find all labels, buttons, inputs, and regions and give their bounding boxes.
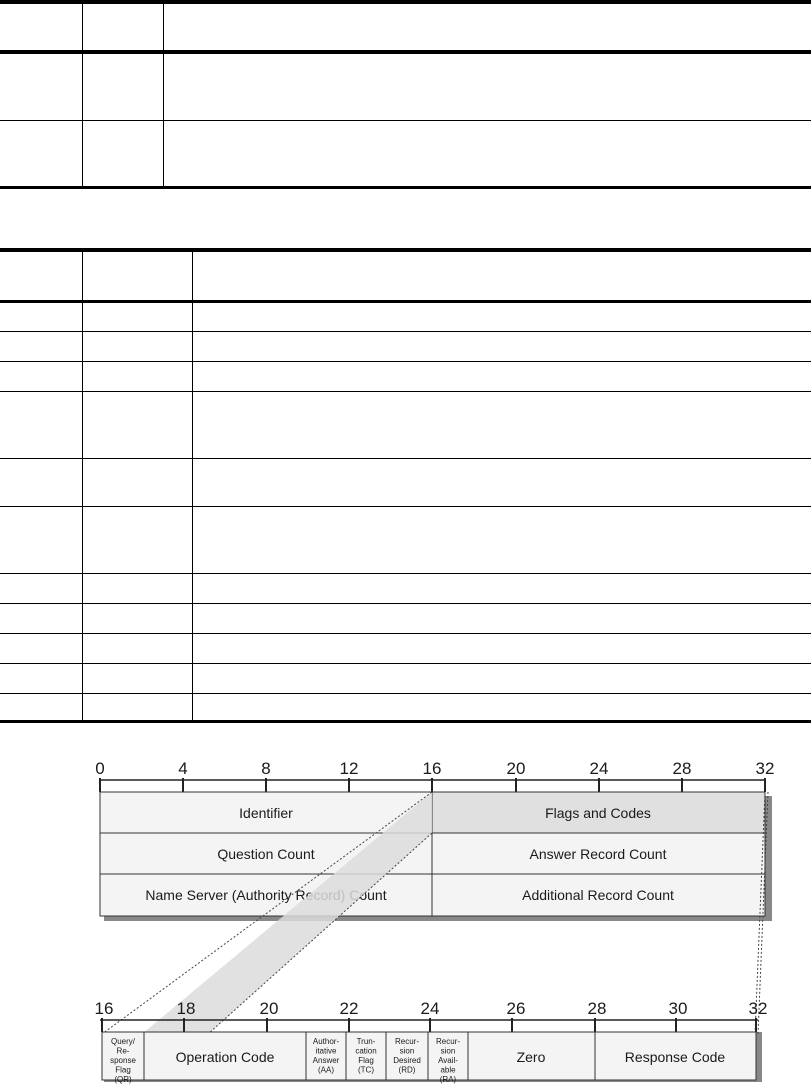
flag-label-line: Flag (358, 1056, 374, 1065)
flag-label: Response Code (624, 1049, 726, 1065)
ruler-label: 28 (672, 759, 692, 778)
flag-label-line: able (440, 1065, 456, 1075)
ruler-label: 12 (339, 759, 359, 778)
flag-label-line: Recur- (394, 1037, 420, 1046)
flag-label-line: Answer (312, 1056, 340, 1065)
ruler-label: 16 (422, 759, 442, 778)
flag-label-line: Query/ (110, 1037, 136, 1046)
ruler-label: 28 (587, 999, 607, 1018)
ruler-label: 4 (178, 759, 188, 778)
field-label: Flags and Codes (545, 805, 651, 821)
ruler-label: 16 (94, 999, 114, 1018)
flag-label-line: sion (399, 1046, 415, 1056)
flag-label-line: sion (440, 1046, 456, 1056)
field-label: Additional Record Count (522, 887, 674, 903)
flag-label: Zero (516, 1049, 546, 1065)
flag-label-line: sponse (110, 1056, 136, 1065)
flag-label-line: (QR) (114, 1075, 132, 1084)
flag-label-line: Re- (116, 1046, 130, 1056)
ruler-label: 24 (589, 759, 609, 778)
ruler-label: 30 (668, 999, 688, 1018)
field-label: Answer Record Count (529, 846, 667, 862)
flag-label-line: (AA) (318, 1065, 334, 1075)
ruler-label: 22 (339, 999, 359, 1018)
flag-label-line: Trun- (356, 1037, 376, 1046)
flag-label-line: (RD) (398, 1065, 416, 1075)
flag-label: Operation Code (175, 1049, 275, 1065)
flag-label-line: Recur- (435, 1037, 461, 1046)
ruler-label: 20 (259, 999, 279, 1018)
ruler-label: 8 (261, 759, 271, 778)
ruler-label: 0 (95, 759, 105, 778)
ruler-label: 20 (506, 759, 526, 778)
flag-label-line: (RA) (439, 1075, 457, 1084)
ruler-label: 24 (420, 999, 440, 1018)
header-fields (100, 792, 765, 916)
field-label: Question Count (217, 846, 315, 862)
top-ruler (95, 759, 774, 792)
flag-label-line: Flag (115, 1065, 131, 1075)
field-label: Identifier (239, 805, 293, 821)
flag-label-line: cation (355, 1046, 377, 1056)
flag-label-line: Avail- (438, 1056, 458, 1065)
flag-label-line: Author- (312, 1037, 340, 1046)
flag-label-line: (TC) (358, 1065, 374, 1075)
ruler-label: 18 (176, 999, 196, 1018)
ruler-label: 26 (506, 999, 526, 1018)
flag-label (355, 1037, 376, 1075)
flag-label-line: itative (315, 1046, 337, 1056)
flag-fields (102, 1032, 756, 1084)
field-label: Name Server (Authority Record) Count (145, 887, 387, 903)
ruler-label: 32 (748, 999, 768, 1018)
flag-label-line: Desired (393, 1056, 421, 1065)
ruler-label: 32 (755, 759, 775, 778)
